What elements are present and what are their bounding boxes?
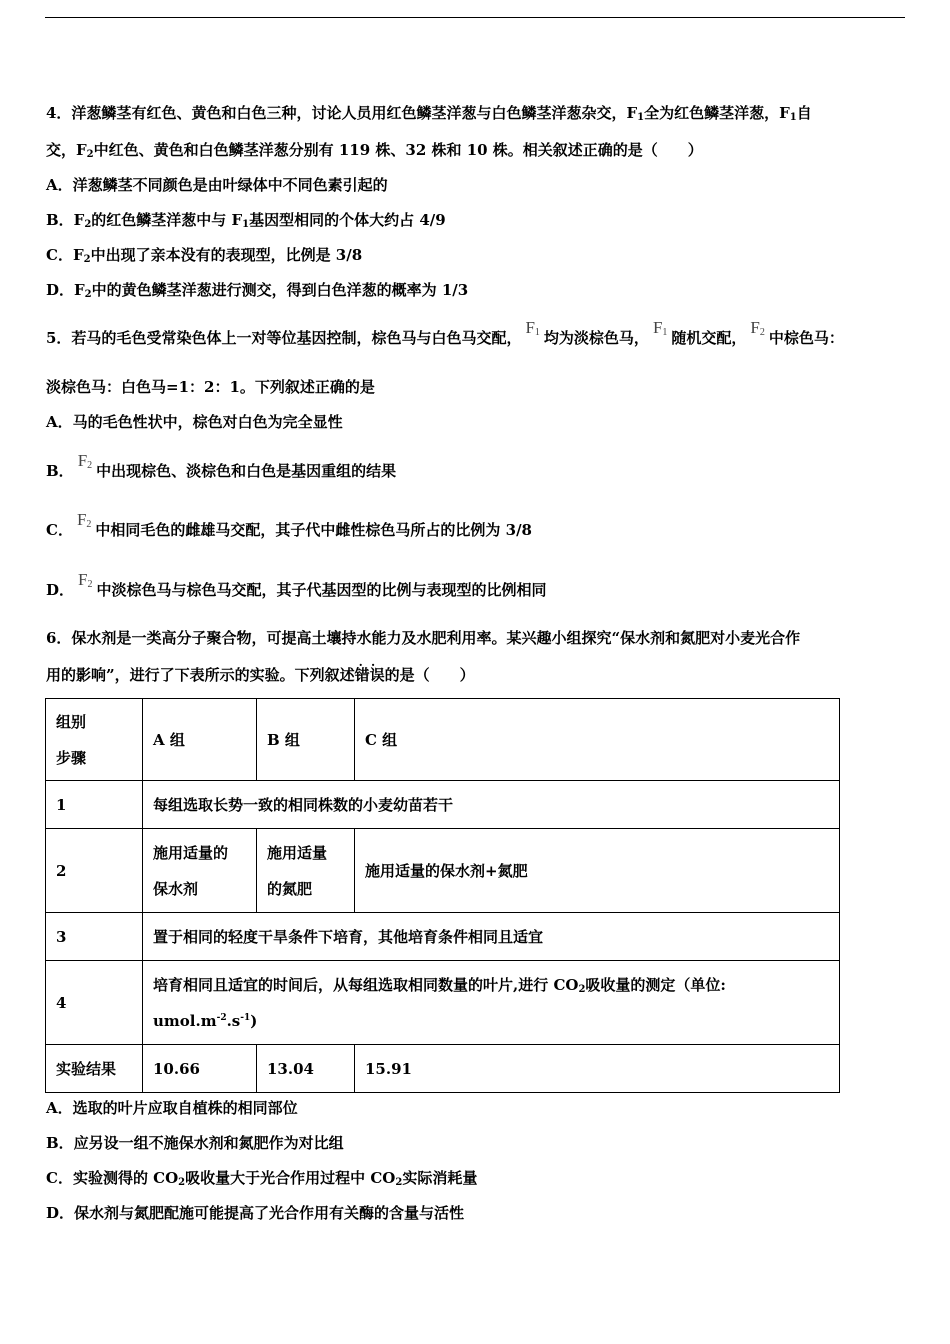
step-text: 培育相同且适宜的时间后，从每组选取相同数量的叶片,进行 $CO_2$吸收量的测定（单位: $umol.m^{-2}.s^{-1}$): [143, 961, 840, 1045]
q5-stem-line2: 淡棕色马：白色马=1：2：1。下列叙述正确的是: [46, 378, 375, 396]
q4-option-d: D．$F_2$中的黄色鳞茎洋葱进行测交，得到白色洋葱的概率为 1/3: [46, 281, 469, 300]
experiment-table: [45, 698, 840, 1093]
q5-option-d: D．$F_2$ 中淡棕色马与棕色马交配，其子代基因型的比例与表现型的比例相同: [46, 570, 547, 599]
q6-option-a: A．选取的叶片应取自植株的相同部位: [46, 1099, 298, 1117]
f1-symbol: $F_1$: [525, 318, 540, 338]
table-header-corner: 组别 步骤: [46, 699, 143, 781]
q5-option-a: A．马的毛色性状中，棕色对白色为完全显性: [46, 413, 343, 431]
group-c-treatment: 施用适量的保水剂+氮肥: [355, 829, 840, 913]
table-row: [46, 913, 840, 961]
emphasis-word: 错误 · ·: [355, 666, 385, 684]
table-row: [46, 961, 840, 1045]
f1-symbol: $F_1$: [652, 318, 668, 338]
step-number: 2: [46, 829, 143, 913]
table-header-a: A 组: [143, 699, 257, 781]
table-header-b: B 组: [257, 699, 355, 781]
q6-option-b: B．应另设一组不施保水剂和氮肥作为对比组: [46, 1134, 344, 1152]
q6-stem-line1: 6．保水剂是一类高分子聚合物，可提高土壤持水能力及水肥利用率。某兴趣小组探究“保水剂和氮肥对小麦光合作: [46, 629, 801, 647]
q6-option-c: C．实验测得的 $CO_2$吸收量大于光合作用过程中 $CO_2$实际消耗量: [46, 1169, 478, 1188]
q6-stem-line2: 用的影响”，进行了下表所示的实验。下列叙述错误 · ·的是（ ）: [46, 665, 475, 685]
f2-symbol: $F_2$: [77, 451, 93, 471]
f2-symbol: $F_2$: [76, 510, 92, 530]
group-b-treatment: 施用适量 的氮肥: [257, 829, 355, 913]
q5-option-c: C．$F_2$ 中相同毛色的雌雄马交配，其子代中雌性棕色马所占的比例为 3/8: [46, 510, 532, 539]
q4-option-b: B．$F_2$的红色鳞茎洋葱中与 $F_1$基因型相同的个体大约占 4/9: [46, 211, 446, 230]
result-label: 实验结果: [46, 1045, 143, 1093]
q5-option-b: B．$F_2$ 中出现棕色、淡棕色和白色是基因重组的结果: [46, 451, 397, 480]
q4-option-a: A．洋葱鳞茎不同颜色是由叶绿体中不同色素引起的: [46, 176, 388, 194]
q4-stem-line1: 4．洋葱鳞茎有红色、黄色和白色三种，讨论人员用红色鳞茎洋葱与白色鳞茎洋葱杂交，$F_1$全为红色鳞茎洋葱，$F_1$自: [46, 104, 812, 123]
f2-symbol: $F_2$: [78, 570, 93, 590]
table-row: [46, 1045, 840, 1093]
q4-option-c: C．$F_2$中出现了亲本没有的表现型，比例是 3/8: [46, 246, 363, 265]
result-a: 10.66: [143, 1045, 257, 1093]
result-b: 13.04: [257, 1045, 355, 1093]
group-a-treatment: 施用适量的 保水剂: [143, 829, 257, 913]
step-text: 置于相同的轻度干旱条件下培育，其他培育条件相同且适宜: [143, 913, 840, 961]
table-row: [46, 829, 840, 913]
result-c: 15.91: [355, 1045, 840, 1093]
q4-stem-line2: 交，$F_2$中红色、黄色和白色鳞茎洋葱分别有 119 株、32 株和 10 株。相关叙述正确的是（ ）: [46, 141, 703, 160]
step-number: 3: [46, 913, 143, 961]
step-text: 每组选取长势一致的相同株数的小麦幼苗若干: [143, 781, 840, 829]
table-row: [46, 781, 840, 829]
q6-option-d: D．保水剂与氮肥配施可能提高了光合作用有关酶的含量与活性: [46, 1204, 465, 1222]
table-row: [46, 699, 840, 781]
table-header-c: C 组: [355, 699, 840, 781]
header-rule: [45, 17, 905, 18]
step-number: 1: [46, 781, 143, 829]
f2-symbol: $F_2$: [750, 318, 765, 338]
q5-stem-line1: 5．若马的毛色受常染色体上一对等位基因控制，棕色马与白色马交配，$F_1$ 均为淡棕色马，$F_1$ 随机交配，$F_2$ 中棕色马：: [46, 318, 844, 347]
step-number: 4: [46, 961, 143, 1045]
